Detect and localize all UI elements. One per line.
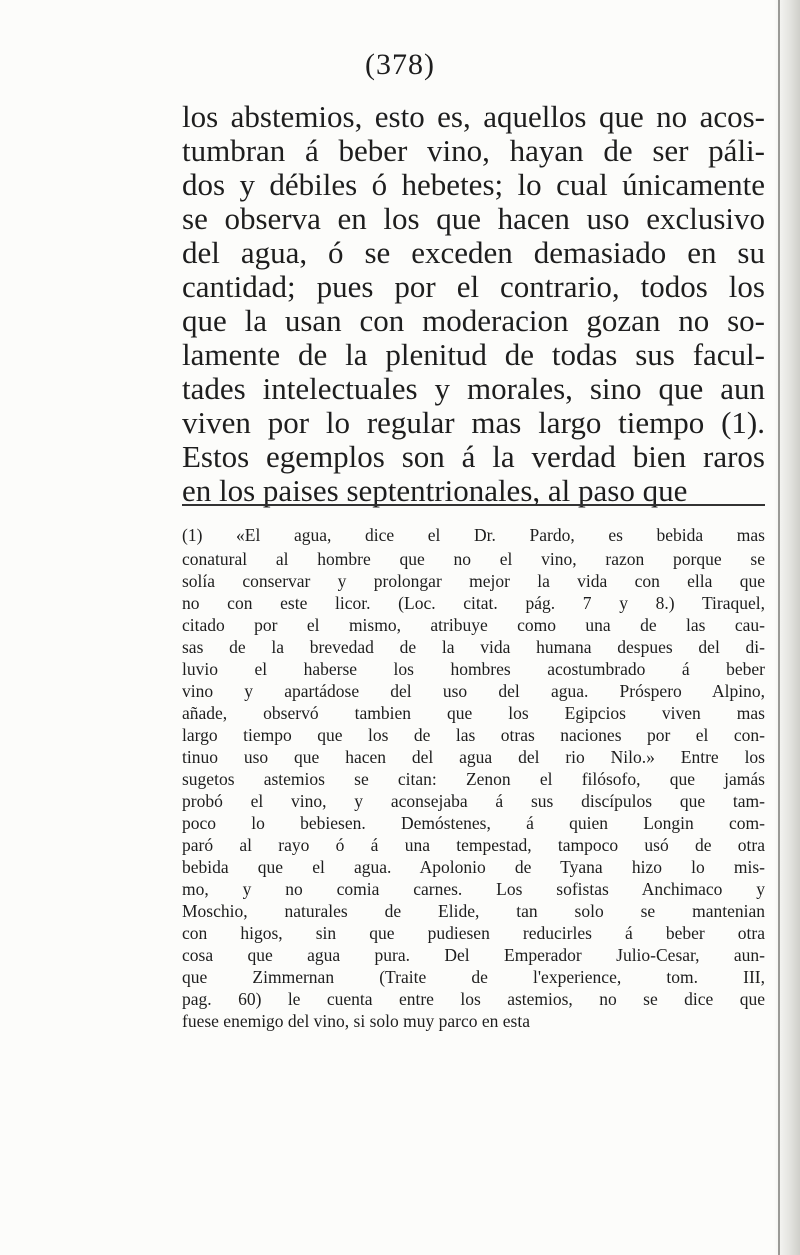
page-number: (378) [365,48,435,81]
footnote-line: luvio el haberse los hombres acostumbrado á beber [182,659,765,679]
main-line: en los paises septentrionales, al paso que [182,473,688,508]
footnote-line: que Zimmernan (Traite de l'experience, tom. III, [182,967,765,987]
main-line: del agua, ó se exceden demasiado en su [182,235,765,270]
footnote-line: sugetos astemios se citan: Zenon el filósofo, que jamás [182,769,765,789]
footnote-line: conatural al hombre que no el vino, razon porque se [182,549,765,569]
main-line: tades intelectuales y morales, sino que aun [182,371,765,406]
footnote-line: fuese enemigo del vino, si solo muy parco en esta [182,1011,530,1031]
main-line: lamente de la plenitud de todas sus facul- [182,337,765,372]
binding-edge-line [778,0,780,1255]
main-line: Estos egemplos son á la verdad bien raros [182,439,765,474]
footnote-line: cosa que agua pura. Del Emperador Julio-Cesar, aun- [182,945,765,965]
footnote-line: mo, y no comia carnes. Los sofistas Anchimaco y [182,879,765,899]
footnote-line: paró al rayo ó á una tempestad, tampoco usó de otra [182,835,765,855]
footnote-line: con higos, sin que pudiesen reducirles á beber otra [182,923,765,943]
footnote-line: bebida que el agua. Apolonio de Tyana hizo lo mis- [182,857,765,877]
footnote-line: sas de la brevedad de la vida humana despues del di- [182,637,765,657]
main-line: se observa en los que hacen uso exclusivo [182,201,765,236]
main-line: dos y débiles ó hebetes; lo cual únicamente [182,167,765,202]
main-line: que la usan con moderacion gozan no so- [182,303,765,338]
footnote-line: largo tiempo que los de las otras naciones por el con- [182,725,765,745]
footnote-line: probó el vino, y aconsejaba á sus discípulos que tam- [182,791,765,811]
footnote-separator [182,504,765,506]
footnote-line: solía conservar y prolongar mejor la vida con ella que [182,571,765,591]
main-line: los abstemios, esto es, aquellos que no acos- [182,99,765,134]
footnote-line: (1) «El agua, dice el Dr. Pardo, es bebida mas [182,525,765,545]
footnote-line: añade, observó tambien que los Egipcios viven mas [182,703,765,723]
main-text-block [182,100,765,508]
footnote-line: citado por el mismo, atribuye como una de las cau- [182,615,765,635]
footnote-block [182,522,765,1032]
footnote-line: tinuo uso que hacen del agua del rio Nilo.» Entre los [182,747,765,767]
footnote-line: poco lo bebiesen. Demóstenes, á quien Longin com- [182,813,765,833]
footnote-line: Moschio, naturales de Elide, tan solo se mantenian [182,901,765,921]
footnote-line: vino y apartádose del uso del agua. Próspero Alpino, [182,681,765,701]
main-line: cantidad; pues por el contrario, todos los [182,269,765,304]
footnote-line: no con este licor. (Loc. citat. pág. 7 y 8.) Tiraquel, [182,593,765,613]
main-line: tumbran á beber vino, hayan de ser páli- [182,133,765,168]
main-line: viven por lo regular mas largo tiempo (1). [182,405,765,440]
footnote-line: pag. 60) le cuenta entre los astemios, no se dice que [182,989,765,1009]
